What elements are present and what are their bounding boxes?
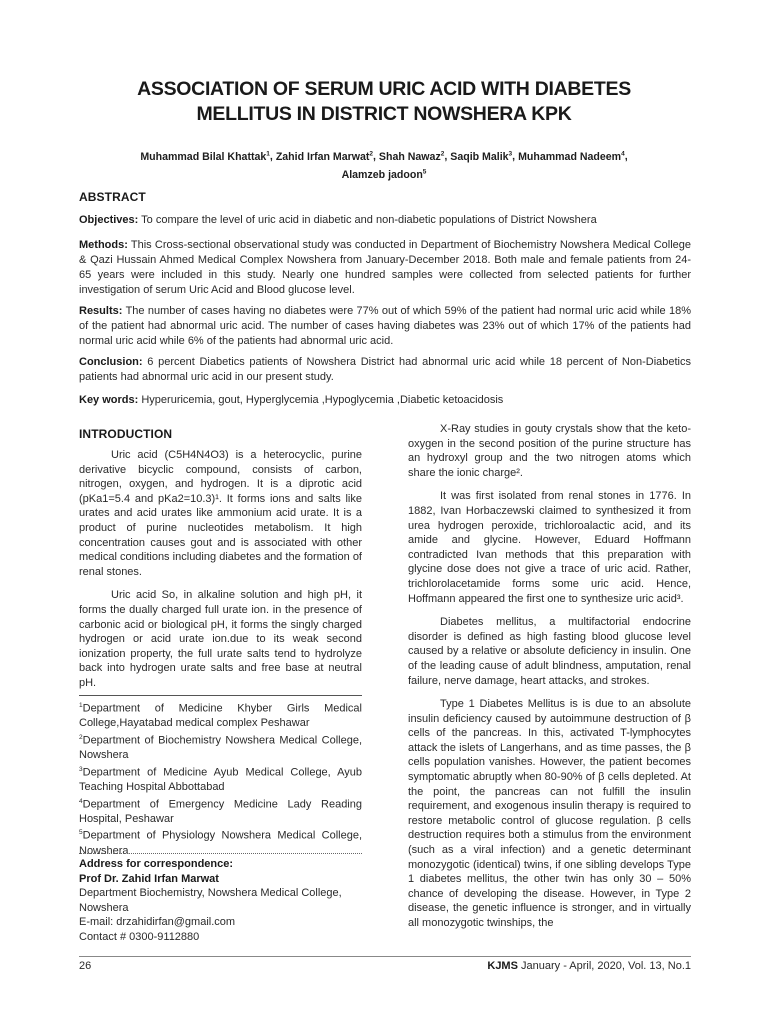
- abstract-conclusion: Conclusion: 6 percent Diabetics patients of Nowshera District had abnormal uric acid while 18 percent of Non-Diabetics patients had abnormal uric acid in our present study.: [79, 356, 691, 383]
- author-6: Alamzeb jadoon$^5$: [341, 168, 427, 182]
- paper-title: ASSOCIATION OF SERUM URIC ACID WITH DIABETES MELLITUS IN DISTRICT NOWSHERA KPK: [137, 78, 631, 125]
- author-1: Muhammad Bilal Khattak$^1$: [140, 150, 270, 163]
- footnote-4: $^4$Department of Emergency Medicine Lady Reading Hospital, Peshawar: [79, 797, 362, 825]
- correspondence-heading: Address for correspondence:: [79, 858, 234, 870]
- author-2: Zahid Irfan Marwat$^2$: [275, 150, 374, 163]
- abstract-keywords: Key words: Hyperuricemia, gout, Hyperglycemia ,Hypoglycemia ,Diabetic ketoacidosis: [79, 394, 504, 406]
- correspondence-divider: [79, 853, 362, 854]
- author-4: Saqib Malik$^3$: [450, 150, 513, 163]
- abstract-methods: Methods: This Cross-sectional observational study was conducted in Department of Biochemistry Nowshera Medical College & Qazi Hussain Ahmed Medical Complex Nowshera from January-December 2018. Both male and female patients from 24-65 years were included in this study. Nearly one hundred samples were collected from selected patients for further investigation of serum Uric Acid and Blood glucose level.: [79, 239, 691, 296]
- author-list: Muhammad Bilal Khattak$^1$, Zahid Irfan Marwat$^2$, Shah Nawaz$^2$, Saqib Malik$^3$, Muhammad Nadeem$^4$, Alamzeb jadoon$^5$: [140, 150, 628, 182]
- intro-left-column: [79, 448, 362, 700]
- abstract-heading: ABSTRACT: [79, 190, 146, 204]
- journal-citation: [487, 960, 691, 972]
- page-number: 26: [79, 960, 92, 972]
- intro-paragraph: It was first isolated from renal stones in 1776. In 1882, Ivan Horbaczewski claimed to synthesized it from urea hydrogen peroxide, trichloroalactic acid, and its amide and glycine. However, Eduard Hoffmann contradicted Ivan methods that this preparation with glycine dose does not give a trace of uric acid. Rather, trichlorolacetamide forms some uric acid. Hence, Hoffmann appeared the first one to synthesize uric acid³.: [408, 490, 691, 605]
- author-3: Shah Nawaz$^2$: [378, 150, 445, 163]
- correspondence-block: [79, 857, 362, 945]
- intro-paragraph: Uric acid (C5H4N4O3) is a heterocyclic, purine derivative bicyclic compound, consists of carbon, nitrogen, oxygen, and hydrogen. It is a diprotic acid (pKa1=5.4 and pKa2=10.3)¹. It forms ions and salts like urates and acid urates like ammonium acid urate. It is a product of purine nucleotides metabolism. It high concentration causes gout and is associated with other medical conditions including diabetes and the formation of renal stones.: [79, 449, 362, 578]
- abstract-results: Results: The number of cases having no diabetes were 77% out of which 59% of the patient had normal uric acid while 18% of the patient had abnormal uric acid. The number of cases having diabetes was 23% out of which 17% of the patients had normal uric acid while 6% of the patients had abnormal uric acid.: [79, 305, 692, 347]
- intro-right-column: [408, 422, 691, 940]
- correspondence-contact: Contact # 0300-9112880: [79, 930, 200, 943]
- correspondence-email[interactable]: E-mail: drzahidirfan@gmail.com: [79, 916, 236, 929]
- intro-paragraph: X-Ray studies in gouty crystals show that the keto-oxygen in the second position of the purine structure has an hydroxyl group and the two nitrogen atoms which share the ionic charge².: [408, 423, 691, 479]
- footnote-5: $^5$Department of Physiology Nowshera Medical College, Nowshera: [79, 829, 362, 857]
- introduction-heading: INTRODUCTION: [79, 427, 173, 441]
- intro-paragraph: Diabetes mellitus, a multifactorial endocrine disorder is defined as high fasting blood glucose level caused by a relative or absolute deficiency in insulin. One of the leading cause of adult blindness, amputation, renal failure, nerve damage, heart attacks, and strokes.: [408, 616, 691, 687]
- correspondence-name: Prof Dr. Zahid Irfan Marwat: [79, 872, 219, 885]
- footnote-1: $^1$Department of Medicine Khyber Girls Medical College,Hayatabad medical complex Peshawar: [79, 702, 362, 730]
- correspondence-dept: Department Biochemistry, Nowshera Medical College, Nowshera: [79, 887, 342, 914]
- journal-issue: January - April, 2020, Vol. 13, No.1: [521, 960, 691, 972]
- intro-paragraph: Type 1 Diabetes Mellitus is is due to an absolute insulin deficiency caused by autoimmune destruction of β cells of the pancreas. In this, activated T-lymphocytes attack the islets of Langerhans, and as time passes, the β cells population vanishes. However, the patient becomes symptomatic abruptly when 80-90% of β cells depleted. At the point, the pancreas can not fulfill the insulin requirement, and exogenous insulin therapy is required to restore metabolic control of glucose regulation. β cells destruction requires both a stimulus from the environment (such as a viral infection) and a genetic determinant monozygotic (identical) twins, if one sibling develops Type 1 diabetes mellitus, the other twin has only 30 – 50% chance of developing the disease. However, in Type 2 disease, the genetic influence is stronger, and in virtually all monozygotic twinships, the: [408, 698, 691, 929]
- affiliation-footnotes: [79, 699, 362, 858]
- footnote-3: $^3$Department of Medicine Ayub Medical College, Ayub Teaching Hospital Abbottabad: [79, 765, 362, 793]
- journal-abbr: KJMS: [487, 960, 518, 972]
- abstract-objectives: Objectives: To compare the level of uric acid in diabetic and non-diabetic populations of District Nowshera: [79, 214, 597, 226]
- footer-rule: [79, 956, 691, 957]
- footnote-divider: [79, 695, 362, 696]
- author-5: Muhammad Nadeem$^4$: [518, 150, 625, 163]
- intro-paragraph: Uric acid So, in alkaline solution and high pH, it forms the dually charged full urate ion. in the presence of carbonic acid or biological pH, it forms the singly charged hydrogen or acid urate ion.due to its weak second ionization property, the full urate salts tend to hydrolyze back into hydrogen urate salts and free base at neutral pH.: [79, 589, 362, 689]
- footnote-2: $^2$Department of Biochemistry Nowshera Medical College, Nowshera: [79, 733, 362, 762]
